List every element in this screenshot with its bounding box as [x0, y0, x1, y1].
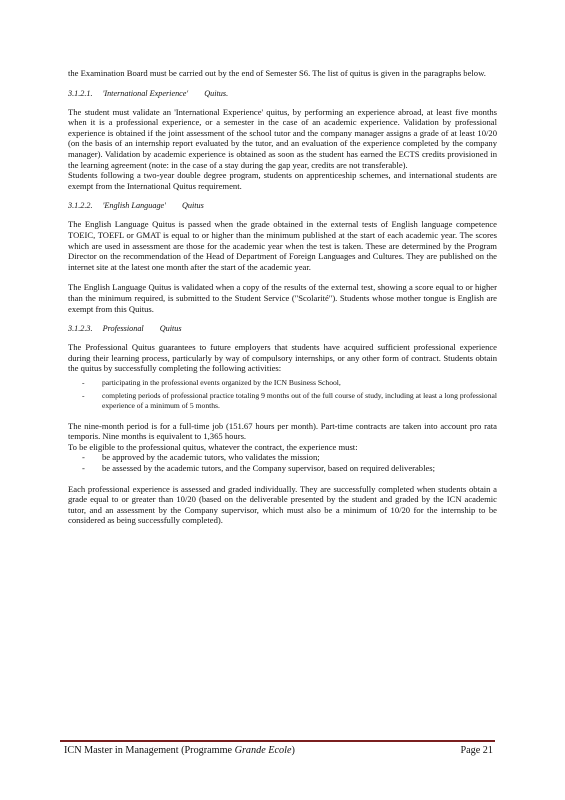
spacer	[68, 411, 497, 421]
international-paragraph-2: Students following a two-year double degree program, students on apprenticeship schemes, and international students are exempt from the International Quitus requirement.	[68, 170, 497, 191]
section-title: 'English Language'	[102, 201, 166, 211]
english-paragraph-1: The English Language Quitus is passed when the grade obtained in the external tests of English language competence TOEIC, TOEFL or GMAT is equal to or higher than the minimum published at the start of each academic year. The scores which are used in assessment are those for the academic year when the test is taken. These are determined by the Program Director on the recommendation of the Head of Department of Foreign Languages and Cultures. They are published on the internet site at the latest one month after the start of the academic year.	[68, 219, 497, 272]
page-footer	[64, 745, 493, 756]
section-title: Professional	[102, 324, 144, 334]
footer-title-italic: Grande Ecole	[234, 745, 292, 756]
section-number: 3.1.2.2.	[68, 201, 93, 211]
section-heading-international	[68, 89, 497, 99]
list-item: - be assessed by the academic tutors, and the Company supervisor, based on required deliverables;	[90, 463, 497, 474]
footer-divider	[60, 740, 495, 742]
intro-paragraph: the Examination Board must be carried out by the end of Semester S6. The list of quitus is given in the paragraphs below.	[68, 68, 486, 78]
footer-title-close: )	[291, 745, 295, 756]
activities-list	[68, 378, 497, 411]
section-suffix: Quitus.	[204, 88, 229, 98]
section-number: 3.1.2.1.	[68, 88, 93, 98]
professional-paragraph-4: Each professional experience is assessed and graded individually. They are successfully completed when students obtain a grade equal to or greater than 10/20 (based on the deliverable presented by the student and graded by the ICN academic tutor, and an assessment by the Company supervisor, which must also be a minimum of 10/20 for the internship to be considered as being successfully completed).	[68, 483, 497, 526]
spacer	[68, 474, 497, 484]
footer-title-main: ICN Master in Management (Programme	[64, 745, 233, 756]
section-heading-professional	[68, 324, 497, 334]
international-paragraph-1: The student must validate an 'International Experience' quitus, by performing an experience abroad, at least five months when it is a professional experience, or a semester in the case of an academic experience. Validation by professional experience is obtained if the joint assessment of the school tutor and the company manager assigns a grade of at least 10/20 (on the basis of an internship report evaluated by the tutor, and an evaluation of the experience completed by the company manager). Validation by academic experience is obtained as soon as the student has earned the ECTS credits provisioned in the learning agreement (note: in the case of a stay during the gap year, credits are not transferable).	[68, 106, 497, 170]
section-title: 'International Experience'	[102, 88, 189, 98]
footer-title	[64, 745, 295, 756]
list-item: - completing periods of professional practice totaling 9 months out of the full course of study, including at least a long professional experience of a minimum of 5 months.	[90, 391, 497, 410]
section-suffix: Quitus	[181, 201, 204, 211]
professional-paragraph-1: The Professional Quitus guarantees to future employers that students have acquired sufficient professional experience during their learning process, particularly by way of compulsory internships, or any other form of contract. Students obtain the quitus by successfully completing the following activities:	[68, 342, 497, 374]
section-number: 3.1.2.3.	[68, 324, 93, 334]
list-item: - be approved by the academic tutors, who validates the mission;	[90, 452, 497, 463]
page-number: Page 21	[460, 745, 493, 756]
section-heading-english	[68, 201, 497, 211]
list-item: - participating in the professional events organized by the ICN Business School,	[90, 378, 497, 388]
section-suffix: Quitus	[159, 324, 182, 334]
spacer	[68, 272, 497, 282]
requirements-list	[68, 452, 497, 473]
professional-paragraph-2: The nine-month period is for a full-time job (151.67 hours per month). Part-time contracts are taken into account pro rata temporis. Nine months is equivalent to 1,365 hours.	[68, 420, 497, 442]
english-paragraph-2: The English Language Quitus is validated when a copy of the results of the external test, showing a score equal to or higher than the minimum required, is submitted to the Student Service ("Scolarité"). Students whose mother tongue is English are exempt from this Quitus.	[68, 282, 497, 314]
professional-paragraph-3: To be eligible to the professional quitus, whatever the contract, the experience must:	[68, 441, 358, 452]
